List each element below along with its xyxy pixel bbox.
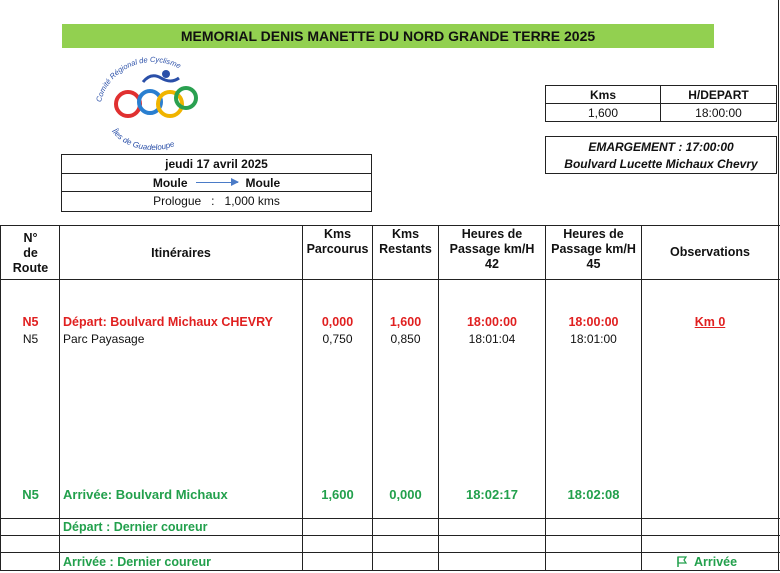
header-kms-restants: Kms Restants [379, 227, 432, 256]
row3-kms-restants: 0,000 [389, 486, 422, 502]
page-title [62, 24, 714, 48]
finish-flag-icon [676, 556, 688, 568]
row3-kms-parcourus: 1,600 [321, 486, 354, 502]
row1-kms-parcourus: 0,000 [321, 315, 354, 329]
row3-heure-42: 18:02:17 [465, 486, 519, 502]
row1-kms-restants: 1,600 [389, 315, 422, 329]
depart-dernier-coureur: Départ : Dernier coureur [63, 520, 208, 534]
title-text: MEMORIAL DENIS MANETTE DU NORD GRANDE TERRE 2025 [180, 28, 596, 44]
row2-itineraire: Parc Payasage [63, 332, 145, 346]
prologue-label: Prologue [153, 194, 202, 208]
header-kms-parcourus: Kms Parcourus [306, 227, 369, 256]
table-bottom-border [0, 570, 780, 571]
header-heures-45: Heures de Passage km/H 45 [551, 227, 636, 271]
svg-text:Comité Régional de Cyclisme: Comité Régional de Cyclisme [94, 54, 183, 103]
arrivee-observation-label: Arrivée [694, 555, 738, 569]
row3-route: N5 [22, 486, 39, 502]
event-date: jeudi 17 avril 2025 [165, 157, 268, 171]
row2-route: N5 [22, 332, 39, 346]
header-route: N° de Route [12, 230, 49, 275]
date-row [62, 155, 371, 174]
page-right-border [778, 0, 779, 571]
prologue-row [62, 192, 371, 210]
row1-heure-45: 18:00:00 [568, 315, 619, 329]
header-bottom-border [0, 279, 780, 280]
arrivee-dernier-coureur: Arrivée : Dernier coureur [63, 555, 211, 569]
arrivee-observation [676, 554, 776, 570]
row1-heure-42: 18:00:00 [466, 315, 518, 329]
row3-itineraire: Arrivée: Boulvard Michaux [63, 486, 228, 502]
route-row [62, 174, 371, 192]
hdepart-value: 18:00:00 [695, 105, 742, 120]
row3-heure-45: 18:02:08 [567, 486, 620, 502]
emargement-time: EMARGEMENT : 17:00:00 [588, 139, 734, 154]
kms-header: Kms [546, 86, 661, 104]
col-divider [302, 225, 303, 571]
row2-kms-restants: 0,850 [390, 332, 421, 346]
kms-depart-box [545, 85, 777, 122]
hdepart-header: H/DEPART [661, 86, 776, 104]
svg-text:Îles de Guadeloupe: Îles de Guadeloupe [110, 126, 176, 152]
row2-heure-42: 18:01:04 [468, 332, 516, 346]
header-itineraires: Itinéraires [151, 245, 211, 260]
row-divider [0, 535, 780, 536]
end-town: Moule [245, 175, 281, 190]
prologue-value: 1,000 kms [224, 194, 280, 208]
header-observations: Observations [670, 244, 750, 259]
event-info-box [61, 154, 372, 212]
row1-observation: Km 0 [694, 315, 726, 329]
row2-kms-parcourus: 0,750 [322, 332, 353, 346]
start-town: Moule [152, 175, 188, 190]
crcg-logo [88, 52, 218, 152]
arrow-right-icon [196, 182, 238, 183]
row1-itineraire: Départ: Boulvard Michaux CHEVRY [63, 315, 273, 329]
row1-route: N5 [22, 315, 39, 329]
header-heures-42: Heures de Passage km/H 42 [449, 227, 535, 271]
emargement-box [545, 136, 777, 174]
emargement-place: Boulvard Lucette Michaux Chevry [564, 156, 758, 171]
kms-value: 1,600 [546, 104, 661, 121]
col-divider [372, 225, 373, 571]
row2-heure-45: 18:01:00 [570, 332, 617, 346]
prologue-sep: : [211, 194, 215, 208]
